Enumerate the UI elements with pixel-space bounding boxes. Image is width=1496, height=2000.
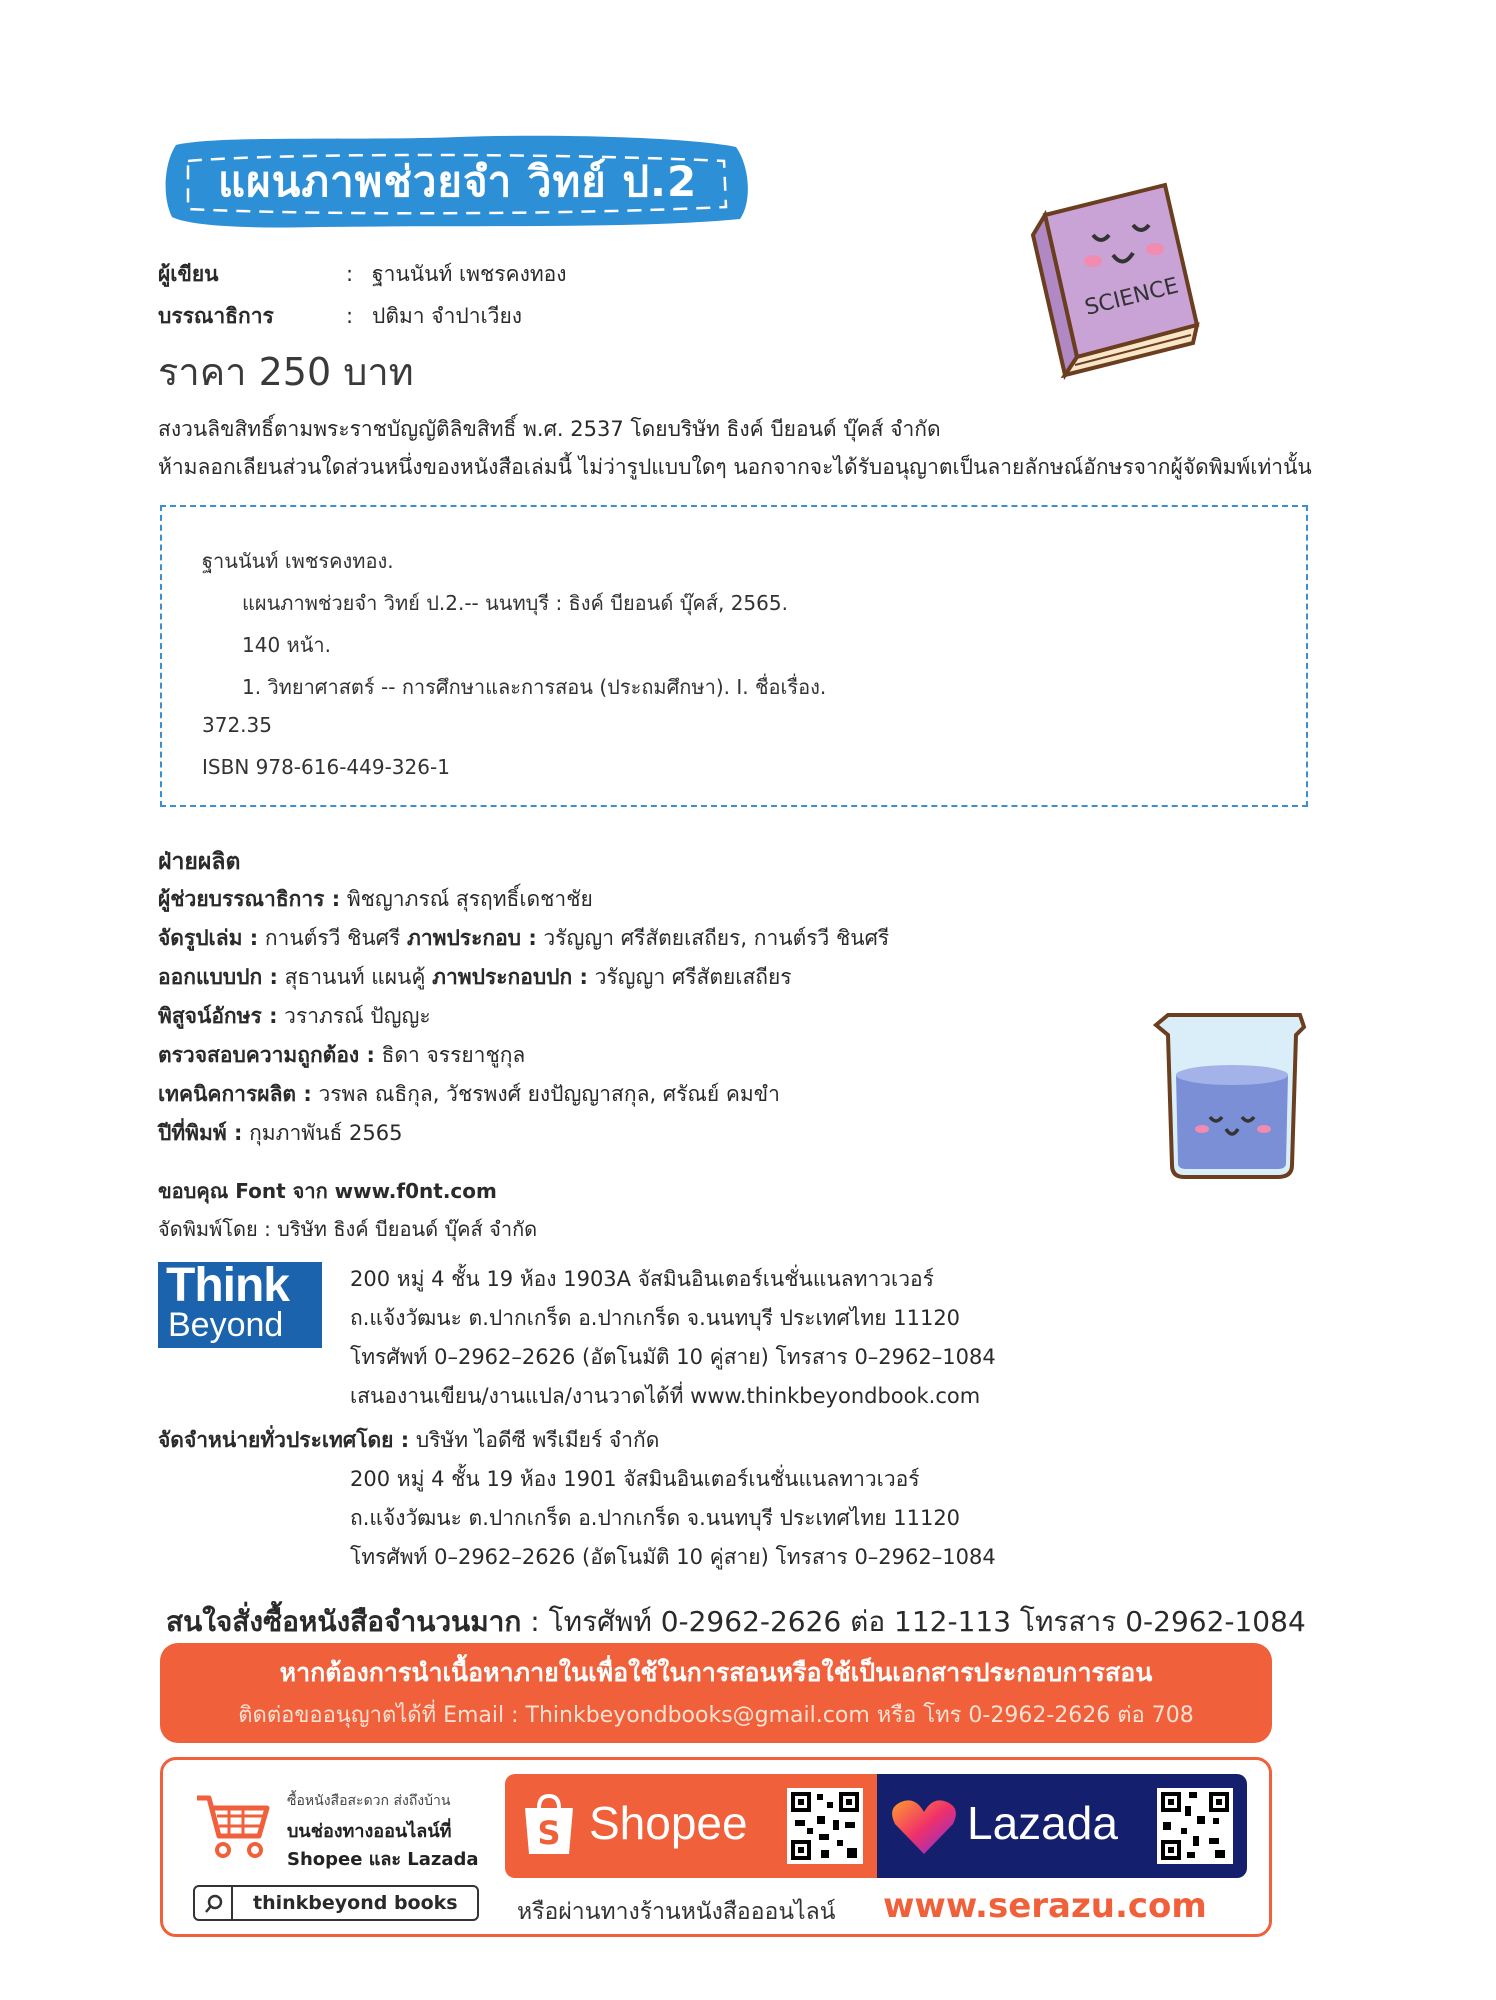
shopee-label: Shopee xyxy=(589,1797,748,1849)
shop-tagline: ซื้อหนังสือสะดวก ส่งถึงบ้าน xyxy=(287,1793,451,1809)
publisher-address-line: เสนองานเขียน/งานแปล/งานวาดได้ที่ www.thinkbeyondbook.com xyxy=(350,1384,981,1408)
lazada-panel[interactable] xyxy=(877,1774,1247,1878)
lazada-heart-icon xyxy=(889,1794,959,1858)
credit-author-value: ฐานนันท์ เพชรคงทอง xyxy=(372,262,567,286)
serazu-link[interactable]: www.serazu.com xyxy=(883,1886,1207,1926)
cip-isbn: ISBN 978-616-449-326-1 xyxy=(202,755,450,779)
bulk-order-line: สนใจสั่งซื้อหนังสือจำนวนมาก : โทรศัพท์ 0-2962-2626 ต่อ 112-113 โทรสาร 0-2962-1084 xyxy=(166,1605,1306,1638)
shopee-panel[interactable] xyxy=(505,1774,877,1878)
distribution-heading: จัดจำหน่ายทั่วประเทศโดย : บริษัท ไอดีซี พรีเมียร์ จำกัด xyxy=(158,1428,660,1452)
production-row: ออกแบบปก : สุธานนท์ แผนคู้ ภาพประกอบปก : วรัญญา ศรีสัตยเสถียร xyxy=(158,965,792,989)
production-row: ตรวจสอบความถูกต้อง : ธิดา จรรยาชูกุล xyxy=(158,1043,526,1067)
svg-text:S: S xyxy=(537,1814,561,1852)
search-icon xyxy=(203,1893,225,1915)
cip-pages: 140 หน้า. xyxy=(242,633,331,657)
online-shop-box xyxy=(160,1757,1272,1937)
production-row: จัดรูปเล่ม : กานต์รวี ชินศรี ภาพประกอบ : วรัญญา ศรีสัตยเสถียร, กานต์รวี ชินศรี xyxy=(158,926,890,950)
beaker-illustration xyxy=(1150,1005,1310,1185)
publisher-address-line: 200 หมู่ 4 ชั้น 19 ห้อง 1903A จัสมินอินเตอร์เนชั่นแนลทาวเวอร์ xyxy=(350,1267,934,1291)
online-bookstore-text: หรือผ่านทางร้านหนังสือออนไลน์ xyxy=(517,1899,836,1925)
credit-editor: บรรณาธิการ : ปติมา จำปาเวียง xyxy=(158,300,522,333)
printed-by: จัดพิมพ์โดย : บริษัท ธิงค์ บียอนด์ บุ๊คส์ จำกัด xyxy=(158,1217,538,1241)
price: ราคา 250 บาท xyxy=(158,350,414,394)
production-row: เทคนิคการผลิต : วรพล ณธิกุล, วัชรพงศ์ ยงปัญญาสกุล, ศรัณย์ คมขำ xyxy=(158,1082,780,1106)
distributor-address-line: ถ.แจ้งวัฒนะ ต.ปากเกร็ด อ.ปากเกร็ด จ.นนทบุรี ประเทศไทย 11120 xyxy=(350,1506,961,1530)
production-row: ปีที่พิมพ์ : กุมภาพันธ์ 2565 xyxy=(158,1121,403,1145)
cip-box xyxy=(160,505,1308,807)
production-heading: ฝ่ายผลิต xyxy=(158,849,241,875)
credit-author-label: ผู้เขียน xyxy=(158,262,219,286)
shopee-bag-icon xyxy=(521,1792,577,1858)
copyright-line-2: ห้ามลอกเลียนส่วนใดส่วนหนึ่งของหนังสือเล่มนี้ ไม่ว่ารูปแบบใดๆ นอกจากจะได้รับอนุญาตเป็นลายลักษณ์อักษรจากผู้จัดพิมพ์เท่านั้น xyxy=(158,455,1312,479)
think-beyond-logo xyxy=(158,1259,322,1348)
svg-text:SCIENCE: SCIENCE xyxy=(1082,273,1182,321)
cip-title: แผนภาพช่วยจำ วิทย์ ป.2.-- นนทบุรี : ธิงค์ บียอนด์ บุ๊คส์, 2565. xyxy=(242,591,788,615)
logo-text-think: Think xyxy=(166,1259,289,1312)
distributor-address-line: โทรศัพท์ 0–2962–2626 (อัตโนมัติ 10 คู่สาย) โทรสาร 0–2962–1084 xyxy=(350,1545,996,1569)
teaching-permission-banner xyxy=(160,1643,1272,1743)
cip-classification: 372.35 xyxy=(202,713,272,737)
lazada-label: Lazada xyxy=(967,1797,1118,1849)
publisher-address-line: ถ.แจ้งวัฒนะ ต.ปากเกร็ด อ.ปากเกร็ด จ.นนทบุรี ประเทศไทย 11120 xyxy=(350,1306,961,1330)
cip-author: ฐานนันท์ เพชรคงทอง. xyxy=(202,549,394,573)
production-row: ผู้ช่วยบรรณาธิการ : พิชญาภรณ์ สุรฤทธิ์เดชาชัย xyxy=(158,887,593,911)
title-banner xyxy=(158,127,754,237)
logo-text-beyond: Beyond xyxy=(168,1306,284,1344)
credit-editor-label: บรรณาธิการ xyxy=(158,304,274,328)
page-title: แผนภาพช่วยจำ วิทย์ ป.2 xyxy=(218,157,698,206)
search-box xyxy=(193,1885,479,1921)
credit-editor-value: ปติมา จำปาเวียง xyxy=(372,304,523,328)
credit-author: ผู้เขียน : ฐานนันท์ เพชรคงทอง xyxy=(158,258,567,291)
font-credit: ขอบคุณ Font จาก www.f0nt.com xyxy=(158,1179,497,1203)
teaching-line-2: ติดต่อขออนุญาตได้ที่ Email : Thinkbeyondbooks@gmail.com หรือ โทร 0-2962-2626 ต่อ 708 xyxy=(238,1703,1194,1728)
copyright-line-1: สงวนลิขสิทธิ์ตามพระราชบัญญัติลิขสิทธิ์ พ.ศ. 2537 โดยบริษัท ธิงค์ บียอนด์ บุ๊คส์ จำกัด xyxy=(158,417,941,441)
lazada-qr-code xyxy=(1157,1788,1233,1864)
distributor-address-line: 200 หมู่ 4 ชั้น 19 ห้อง 1901 จัสมินอินเตอร์เนชั่นแนลทาวเวอร์ xyxy=(350,1467,920,1491)
teaching-line-1: หากต้องการนำเนื้อหาภายในเพื่อใช้ในการสอนหรือใช้เป็นเอกสารประกอบการสอน xyxy=(279,1658,1153,1687)
shop-channel-line-2: Shopee และ Lazada xyxy=(287,1849,479,1870)
science-book-illustration xyxy=(1015,175,1205,385)
copyright-notice xyxy=(158,410,1312,486)
shopping-cart-icon xyxy=(193,1790,273,1862)
production-row: พิสูจน์อักษร : วราภรณ์ ปัญญะ xyxy=(158,1004,431,1028)
shop-channel-line-1: บนช่องทางออนไลน์ที่ xyxy=(287,1821,452,1842)
search-text: thinkbeyond books xyxy=(253,1892,458,1914)
publisher-address-line: โทรศัพท์ 0–2962–2626 (อัตโนมัติ 10 คู่สาย) โทรสาร 0–2962–1084 xyxy=(350,1345,996,1369)
cip-subject: 1. วิทยาศาสตร์ -- การศึกษาและการสอน (ประถมศึกษา). I. ชื่อเรื่อง. xyxy=(242,675,827,699)
shopee-qr-code xyxy=(787,1788,863,1864)
